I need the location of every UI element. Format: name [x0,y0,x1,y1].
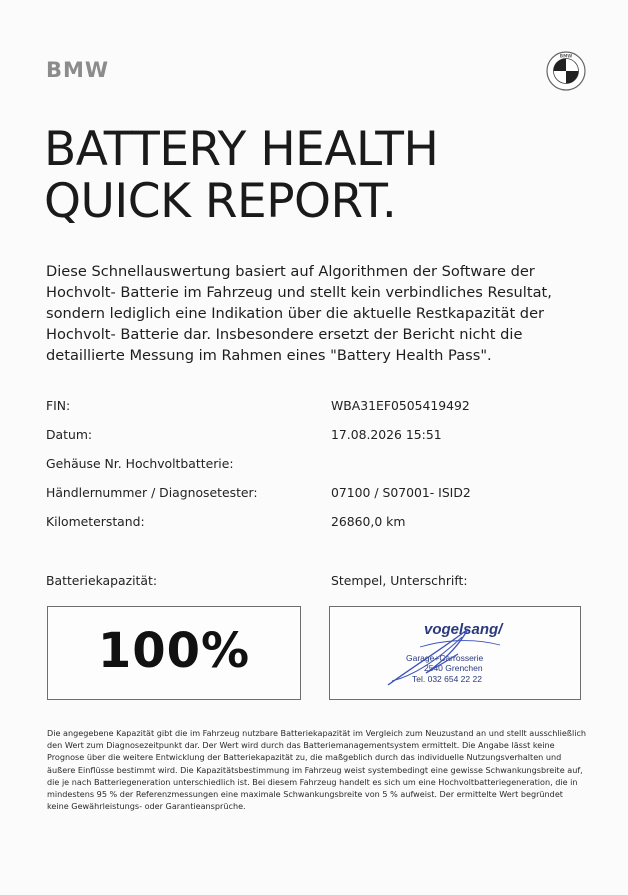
dealer-tester-value: 07100 / S07001- ISID2 [331,485,471,500]
stamp-company: vogelsang/ [424,621,503,638]
stamp-label: Stempel, Unterschrift: [331,573,468,588]
date-label: Datum: [46,427,93,442]
fin-value: WBA31EF0505419492 [331,398,470,413]
title-line-1: BATTERY HEALTH [44,122,439,177]
fin-label: FIN: [46,398,71,413]
signature-scribble [330,607,580,699]
bmw-roundel-icon [546,51,586,91]
capacity-value: 100% [97,623,251,679]
stamp-line-3: 2540 Grenchen [424,663,483,673]
mileage-label: Kilometerstand: [46,514,145,529]
logo-text: BMW [559,54,573,60]
stamp-line-2: Garage+Carrosserie [406,653,484,663]
mileage-value: 26860,0 km [331,514,406,529]
dealer-tester-label: Händlernummer / Diagnosetester: [46,485,258,500]
title-line-2: QUICK REPORT. [44,174,397,229]
battery-housing-label: Gehäuse Nr. Hochvoltbatterie: [46,456,234,471]
disclaimer-text: Die angegebene Kapazität gibt die im Fahrzeug nutzbare Batteriekapazität im Vergleich zum Neuzustand an und stellt ausschließlich den Wert zum Diagnosezeitpunkt dar. Der Wert wird durch das Batteriemanagementsystem ermittelt. Die Angabe lässt keine Prognose über die weitere Entwicklung der Batteriekapazität zu, die maßgeblich durch das individuelle Nutzungsverhalten und äußere Einflüsse bestimmt wird. Die Kapazitätsbestimmung im Fahrzeug weist systembedingt eine gewisse Schwankungsbreite auf, die je nach Batteriegeneration unterschiedlich ist. Bei diesem Fahrzeug handelt es sich um eine Hochvoltbatteriegeneration, die in mindestens 95 % der Referenzmessungen eine maximale Schwankungsbreite von 5 % aufweist. Der ermittelte Wert begründet keine Gewährleistungs- oder Garantieansprüche. [47,728,587,812]
date-value: 17.08.2026 15:51 [331,427,442,442]
stamp-box [329,606,581,700]
page-title [44,124,438,228]
stamp-line-4: Tel. 032 654 22 22 [412,674,482,684]
capacity-box [47,606,301,700]
capacity-label: Batteriekapazität: [46,573,158,588]
brand-wordmark: BMW [46,58,110,82]
intro-paragraph: Diese Schnellauswertung basiert auf Algorithmen der Software der Hochvolt- Batterie im Fahrzeug und stellt kein verbindliches Resultat, sondern lediglich eine Indikation über die aktuelle Restkapazität der Hochvolt- Batterie dar. Insbesondere ersetzt der Bericht nicht die detaillierte Messung im Rahmen eines "Battery Health Pass". [46,263,552,364]
